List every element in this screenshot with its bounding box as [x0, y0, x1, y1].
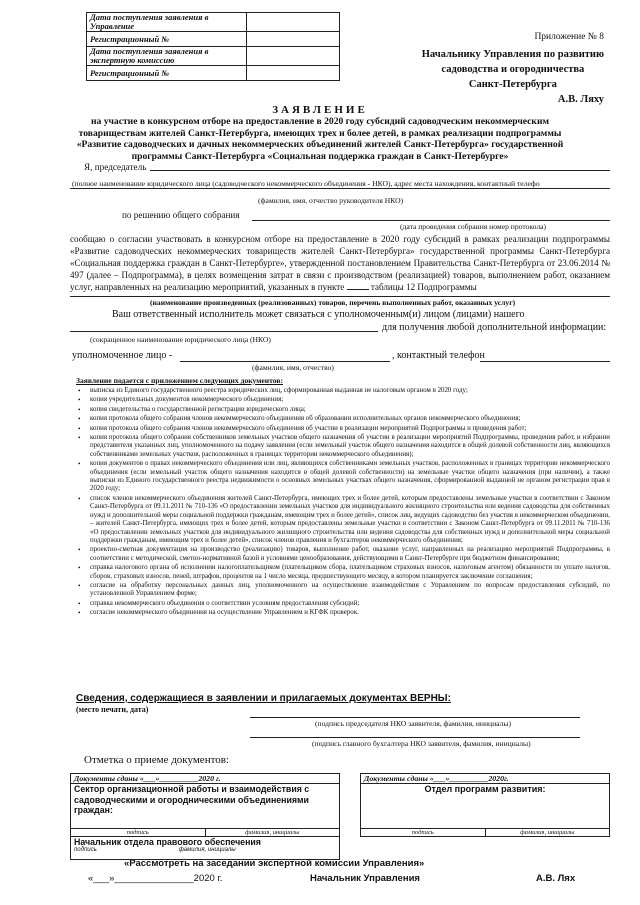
addressee-block	[422, 47, 604, 107]
reg-received-label: Дата поступления заявления в Управление	[87, 13, 247, 32]
receipt-table	[70, 773, 610, 860]
accountant-signature-field[interactable]	[250, 737, 580, 738]
consent-text: сообщаю о согласии участвовать в конкурсном отборе на предоставление в 2020 году субсидий в рамках реализации подпрограммы «Развитие садоводческих некоммерческих товариществ жителей Санкт-Петербурга» государственной программы Санкт-Петербурга «Социальная поддержка граждан в Санкт-Петербурге», утвержденной постановлением Правительства Санкт-Петербурга от 23.06.2014 № 497 (далее – Подпрограмма), в целях возмещения затрат в связи с производством (реализацией) товаров, выполнением работ, оказанием услуг, направленных на реализацию мероприятий, указанных в пункте	[70, 234, 610, 292]
list-item: • копия протокола общего собрания собственников земельных участков общего назначения об участии в реализации мероприятий Подпрограммы, проведения работ, и избрании представителя указанных лиц, уполномоченного на подачу заявления (если земельный участок общего назначения находится в общей долевой собственности лиц, являющихся собственниками земельных участков, расположенных в границах территории некоммерческого объединения);	[76, 434, 610, 459]
list-item: • согласие на обработку персональных данных лиц, уполномоченного на осуществление взаимодействия с Управлением по вопросам предоставления субсидий, по установленной Управлением форме;	[76, 582, 610, 599]
contact-text: Ваш ответственный исполнитель может связаться с уполномоченным(и) лицом (лицами) нашего	[112, 309, 525, 320]
legal-sign-label: подпись	[74, 847, 97, 853]
left-fio-label: фамилия, инициалы	[245, 829, 300, 836]
authorized-field[interactable]	[180, 361, 390, 362]
subtitle-line: программы Санкт-Петербурга «Социальная поддержка граждан в Санкт-Петербурге»	[131, 150, 509, 162]
chair-signature-caption: (подпись председателя НКО заявителя, фамилия, инициалы)	[315, 719, 512, 728]
list-item: • проектно-сметная документация на производство (реализацию) товаров, выполнение работ, оказание услуг, направленных на реализацию мероприятий Подпрограммы, в соответствии с методической, сметно-нормативной базой и условиями ценообразования, действующими в Санкт-Петербурге при бюджетном финансировании;	[76, 546, 610, 563]
list-item: • копия свидетельства о государственной регистрации юридического лица;	[76, 406, 610, 414]
reg-number-label: Регистрационный №	[87, 32, 247, 47]
right-signature-cell[interactable]	[361, 829, 610, 837]
list-item: • копия протокола общего собрания членов некоммерческого объединения об образовании исполнительных органов некоммерческого объединения;	[76, 415, 610, 423]
authorized-caption: (фамилия, имя, отчество)	[252, 363, 334, 372]
table-gap	[340, 837, 361, 860]
left-sign-label: подпись	[71, 829, 206, 836]
list-item: • справка некоммерческого объединения о соответствии условиям предоставления субсидий;	[76, 600, 610, 608]
list-item: • согласие некоммерческого объединения на осуществление Управлением и КГФК проверок.	[76, 609, 610, 617]
document-subtitle	[70, 116, 570, 162]
footer-position: Начальник Управления	[310, 873, 420, 884]
left-signature-cell[interactable]	[71, 829, 340, 837]
reg-received-value[interactable]	[247, 13, 340, 32]
consent-paragraph	[70, 233, 610, 293]
left-dept-name: Сектор организационной работы и взаимодействия с садоводческими и огородническими объединениями граждан:	[71, 784, 340, 829]
addressee-line: садоводства и огородничества	[441, 64, 585, 75]
org-field[interactable]	[70, 188, 610, 189]
addressee-line: А.В. Ляху	[557, 94, 604, 105]
right-fio-label: фамилия, инициалы	[520, 829, 575, 836]
clause-field[interactable]	[347, 289, 369, 290]
consent-text-end: таблицы 12 Подпрограммы	[370, 282, 477, 292]
short-name-field[interactable]	[70, 331, 378, 332]
reg-commission-label: Дата поступления заявления в экспертную комиссию	[87, 47, 247, 66]
receipt-mark: Отметка о приеме документов:	[84, 754, 229, 766]
addressee-line: Санкт-Петербурга	[468, 79, 557, 90]
phone-field[interactable]	[480, 361, 610, 362]
legal-head-title: Начальник отдела правового обеспечения	[74, 837, 261, 847]
list-item: • копия документов о правах некоммерческого объединения или лиц, являющихся собственниками земельных участков, расположенных в границах территории некоммерческого объединения (если земельный участок общего назначения находится в общей долевой собственности) на земельные участки общего назначения (при наличии), а также выписки из Единого государственного реестра недвижимости о основных земельных участках общего назначения, сформированной выданной не органом регистрации прав в 2020 году;	[76, 460, 610, 494]
reg-number-value[interactable]	[247, 32, 340, 47]
decision-caption: (дата проведения собрания номер протокола)	[400, 222, 547, 231]
document-title: ЗАЯВЛЕНИЕ	[272, 104, 368, 116]
addressee-line: Начальнику Управления по развитию	[421, 49, 604, 60]
legal-fio-label: фамилия, инициалы	[178, 847, 236, 853]
decision-label: по решению общего собрания	[122, 210, 240, 220]
attachments-list	[76, 387, 610, 619]
list-item: • список членов некоммерческого объединения жителей Санкт-Петербурга, имеющих трех и более детей, которым предоставлены земельные участки в соответствии с Законом Санкт-Петербурга от 09.11.2011 № 710-136 «О предоставлении земельных участков для индивидуального жилищного строительства или ведения садоводства для собственных нужд и дополнительной меры социальной поддержки гражданам, имеющим трех и более детей», список лиц, ведущих садоводство без участия в некоммерческом объединении, – жителей Санкт-Петербурга, имеющих трех и более детей, которым предоставлены земельные участки в соответствии с Законом Санкт-Петербурга от 09.11.2011 № 710-136 «О предоставлении земельных участков для индивидуального жилищного строительства или ведения садоводства для собственных нужд и дополнительной меры социальной поддержки гражданам, имеющим трех и более детей», список членов правления и бухгалтеров некоммерческого объединения;	[76, 495, 610, 545]
reg-commission-value[interactable]	[247, 47, 340, 66]
chairman-field[interactable]	[150, 170, 610, 171]
truth-statement: Сведения, содержащиеся в заявлении и прилагаемых документах ВЕРНЫ:	[76, 693, 451, 704]
legal-head-cell[interactable]	[71, 837, 340, 860]
appendix-label: Приложение № 8	[534, 32, 604, 42]
right-dept-name: Отдел программ развития:	[361, 784, 610, 829]
right-sign-label: подпись	[361, 829, 486, 836]
registration-table	[86, 12, 340, 81]
authorized-label: уполномоченное лицо -	[72, 350, 173, 361]
chairman-label: Я, председатель	[84, 162, 147, 172]
phone-label: , контактный телефон	[392, 350, 485, 361]
footer-date[interactable]: «___»_______________2020 г.	[88, 873, 223, 884]
accountant-signature-caption: (подпись главного бухгалтера НКО заявителя, фамилия, инициалы)	[312, 739, 531, 748]
reg-number2-value[interactable]	[247, 66, 340, 81]
decision-field[interactable]	[252, 220, 610, 221]
goods-caption: (наименование произведенных (реализованных) товаров, перечень выполненных работ, оказанных услуг)	[150, 298, 516, 307]
stamp-label: (место печати, дата)	[76, 705, 149, 714]
short-name-caption: (сокращенное наименование юридического лица (НКО)	[90, 335, 271, 344]
table-gap	[340, 774, 361, 784]
subtitle-line: товариществам жителей Санкт-Петербурга, имеющих трех и более детей, в рамках реализации подпрограммы	[78, 127, 562, 139]
list-item: • выписка из Единого государственного реестра юридических лиц, сформированная выданная не налоговым органом в 2020 году;	[76, 387, 610, 395]
consider-note: «Рассмотреть на заседании экспертной комиссии Управления»	[124, 858, 425, 869]
table-gap	[340, 784, 361, 829]
subtitle-line: «Развитие садоводческих и дачных некоммерческих объединений жителей Санкт-Петербурга» государственной	[76, 139, 564, 150]
footer-name: А.В. Лях	[536, 873, 576, 884]
table-gap	[340, 829, 361, 837]
list-item: • копия протокола общего собрания членов некоммерческого объединения об участии в реализации мероприятий Подпрограммы и проведения работ;	[76, 425, 610, 433]
contact-text2: для получения любой дополнительной информации:	[382, 322, 607, 333]
fio-caption: (фамилия, имя, отчество руководителя НКО)	[258, 196, 404, 205]
chair-signature-field[interactable]	[250, 717, 580, 718]
reg-number2-label: Регистрационный №	[87, 66, 247, 81]
left-docs-date[interactable]: Документы сданы «___»__________2020 г.	[71, 774, 340, 784]
list-item: • копия учредительных документов некоммерческого объединения;	[76, 396, 610, 404]
attachments-heading: Заявление подается с приложением следующих документов:	[76, 376, 284, 385]
subtitle-line: на участие в конкурсном отборе на предоставление в 2020 году субсидий садоводческим некоммерческим	[90, 116, 550, 127]
org-caption: (полное наименование юридического лица (садоводческого некоммерческого объединения - НКО), адрес места нахождения, контактный телефо	[72, 179, 540, 188]
right-docs-date[interactable]: Документы сданы «___»__________2020г.	[361, 774, 610, 784]
table-empty	[361, 837, 610, 860]
goods-field[interactable]	[70, 296, 610, 297]
list-item: • справка налогового органа об исполнении налогоплательщиком (плательщиком сбора, плательщиком страховых взносов, налоговым агентом) обязанности по уплате налогов, сборов, страховых взносов, пеней, штрафов, процентов на 1 число месяца, предшествующего месяцу, в котором планируется заключение соглашения;	[76, 564, 610, 581]
